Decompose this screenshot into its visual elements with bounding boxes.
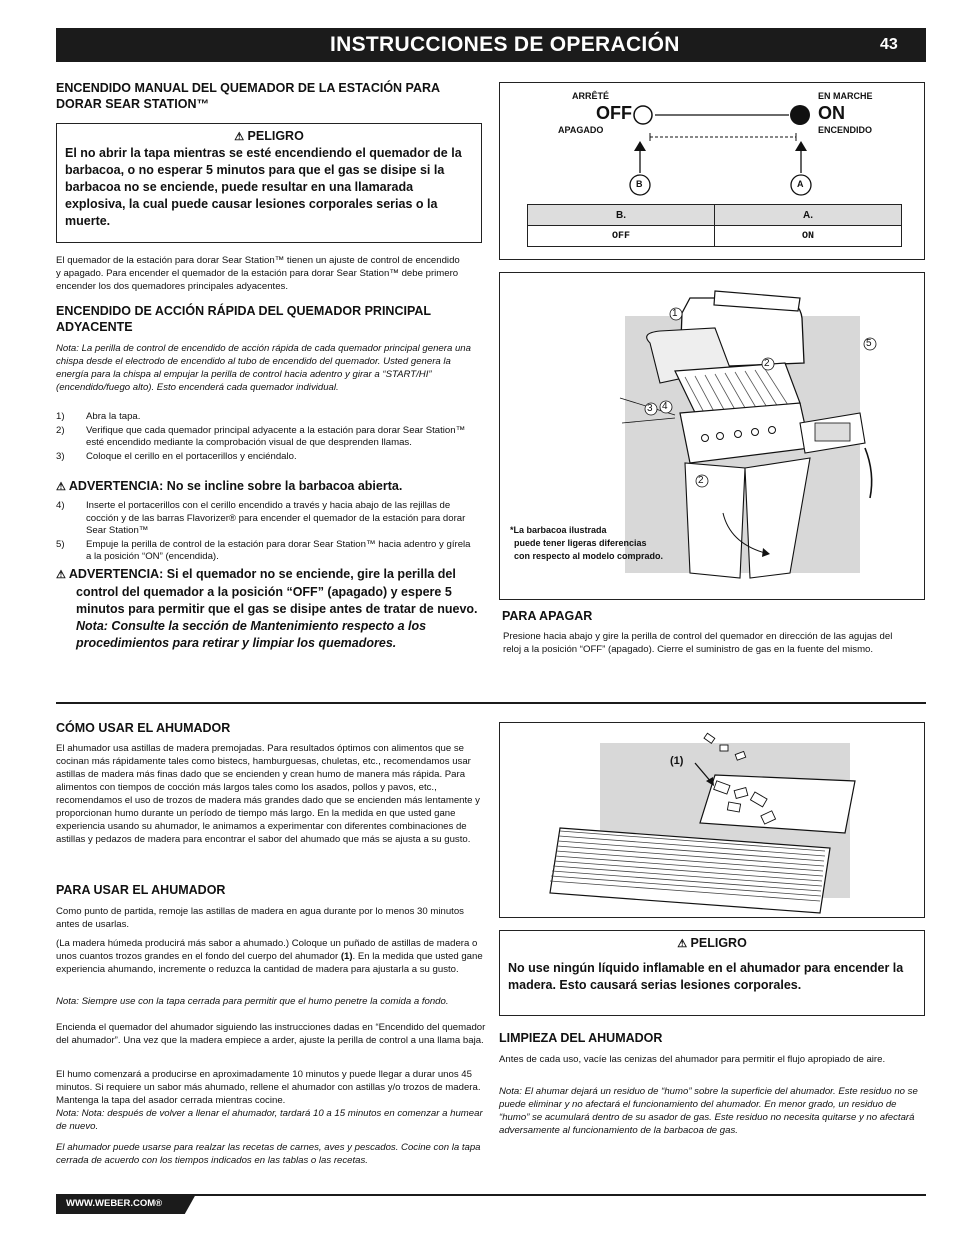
list-item: 5) Empuje la perilla de control de la estación para dorar Sear Station™ hacia adentro y gírela a la posición “ON” (encendida). [56, 538, 471, 562]
label-b: B [636, 179, 643, 189]
callout-5: 5 [866, 338, 872, 349]
danger-title: ⚠ PELIGRO [677, 936, 747, 950]
sear-section [56, 80, 476, 112]
off-circle-icon [634, 106, 652, 124]
table-cell-on: ON [715, 226, 902, 247]
warning-triangle-icon: ⚠ [677, 938, 688, 950]
list-item: 1) Abra la tapa. [56, 411, 141, 422]
smoker-text: El ahumador usa astillas de madera premojadas. Para resultados óptimos con alimentos que se cocinan más rápidamente tales como bistecs, hamburguesas, chuletas, etc., recomendamos usar astillas de madera más finas dado que se encienden y crean humo de manera más rápida. Para alimentos con tiempos de cocción más largos tales como los asados, pollos y pavos, etc., recomendamos el uso de trozos de madera más grandes dado que se encienden más lentamente y proporcionan humo durante un período de tiempo más largo. En la medida en que usted gane experiencia usando su ahumador, le animamos a experimentar con diferentes combinaciones de astillas y pedazos de madera para encontrar el sabor del ahumado que más se ajusta a su gusto. [56, 743, 480, 845]
sear-heading: ENCENDIDO MANUAL DEL QUEMADOR DE LA ESTACIÓN PARA DORAR SEAR STATION™ [56, 81, 440, 111]
page-number: 43 [880, 36, 898, 53]
use-p2: (La madera húmeda producirá más sabor a ahumado.) Coloque un puñado de astillas de madera o unos cuantos trozos grandes en el fondo del cuerpo del ahumador (1). En la medida que usted gane experiencia ahumando, incremente o reduzca la cantidad de madera para ajustarla a su gusto. [56, 938, 483, 975]
callout-4: 4 [662, 401, 668, 412]
danger-box-smoker [499, 930, 925, 1016]
smoker-heading: CÓMO USAR EL AHUMADOR [56, 721, 231, 735]
warning-triangle-icon: ⚠ [234, 131, 245, 143]
list-item: 4) Inserte el portacerillos con el cerillo encendido a través y hacia abajo de las rejillas de cocción y de las barras Flavorizer® para encender el quemador de la estación para dorar Sear Station™ [56, 500, 466, 536]
apagar-heading: PARA APAGAR [502, 609, 593, 623]
callout-2: 2 [764, 358, 770, 369]
danger-text: El no abrir la tapa mientras se esté encendiendo el quemador de la barbacoa, o no esperar 5 minutos para que el gas se disipe si la barbacoa no se enciende, puede resultar en una llamarada explosiva, la cual puede causar lesiones corporales serias o la muerte. [65, 146, 462, 228]
steps-list-b [56, 500, 476, 565]
quick-note: Nota: La perilla de control de encendido de acción rápida de cada quemador principal genera una chispa desde el electrodo de encendido al tubo de encendido del quemador. Usted genera la energía para la chispa al empujar la perilla de control hacia adentro y girar a “START/HI” (encendido/fuego alto). Esto encenderá cada quemador individual. [56, 343, 471, 393]
danger-text: No use ningún líquido inflamable en el ahumador para encender la madera. Esto causará serias lesiones corporales. [508, 961, 904, 992]
warning-triangle-icon: ⚠ [56, 569, 66, 581]
use-p4: El humo comenzará a producirse en aproximadamente 10 minutos y puede llegar a durar unos 45 minutos. Si requiere un sabor más ahumado, rellene el ahumador con astillas y/o trozos de madera. Mantenga la tapa del asador cerrada mientras cocine. [56, 1069, 481, 1106]
on-label-es: ENCENDIDO [818, 125, 873, 135]
danger-title: ⚠ PELIGRO [234, 129, 304, 143]
warning-triangle-icon: ⚠ [56, 481, 66, 493]
danger-box-sear [56, 123, 482, 243]
use-heading: PARA USAR EL AHUMADOR [56, 883, 226, 897]
use-note2: Nota: Nota: después de volver a llenar el ahumador, tardará 10 a 15 minutos en comenzar a humear de nuevo. [56, 1108, 483, 1132]
use-p3: Encienda el quemador del ahumador siguiendo las instrucciones dadas en “Encendido del quemador del ahumador”. Una vez que la madera empiece a arder, ajuste la perilla de control a una llama baja. [56, 1022, 486, 1046]
clean-note: Nota: El ahumar dejará un residuo de “humo” sobre la superficie del ahumador. Este residuo no se puede eliminar y no afectará el funcionamiento del ahumador. En menor grado, un residuo de “humo” se acumulará dentro de su asador de gas. Este residuo no necesita quitarse y no afectará adversamente al funcionamiento de la barbacoa de gas. [499, 1086, 918, 1136]
clean-text: Antes de cada uso, vacíe las cenizas del ahumador para permitir el flujo apropiado de aire. [499, 1054, 886, 1065]
quick-heading: ENCENDIDO DE ACCIÓN RÁPIDA DEL QUEMADOR PRINCIPAL ADYACENTE [56, 304, 431, 334]
on-label-fr: EN MARCHE [818, 91, 873, 101]
table-header-a: A. [715, 205, 902, 226]
off-label-es: APAGADO [558, 125, 604, 135]
callout-1: 1 [672, 308, 678, 319]
sear-intro: El quemador de la estación para dorar Sear Station™ tienen un ajuste de control de encendido y apagado. Para encender el quemador de la estación para dorar Sear Station™ debe primero encender los dos quemadores principales adyacentes. [56, 255, 460, 292]
page-title: INSTRUCCIONES DE OPERACIÓN [330, 33, 680, 56]
warning-reignite: ⚠ ADVERTENCIA: Si el quemador no se enciende, gire la perilla del control del quemador a la posición “OFF” (apagado) y espere 5 minutos para permitir que el gas se disipe antes de tratar de nuevo. Nota: Consulte la sección de Mantenimiento respecto a los procedimientos para retirar y limpiar los quemadores. [56, 566, 486, 652]
smoker-illustration [500, 723, 926, 919]
off-label-fr: ARRÊTÉ [572, 91, 610, 101]
table-cell-off: OFF [528, 226, 715, 247]
warning-note: Nota: Consulte la sección de Mantenimiento respecto a los procedimientos para retirar y limpiar los quemadores. [76, 619, 427, 650]
smoker-callout: (1) [670, 755, 684, 767]
apagar-text: Presione hacia abajo y gire la perilla de control del quemador en dirección de las agujas del reloj a la posición “OFF” (apagado). Cierre el suministro de gas en la fuente del mismo. [503, 631, 893, 655]
warning-lean: ⚠ ADVERTENCIA: No se incline sobre la barbacoa abierta. [56, 479, 403, 493]
list-item: 2) Verifique que cada quemador principal adyacente a la estación para dorar Sear Station™ esté encendido mediante la comprobación visual de que desprenden llamas. [56, 424, 466, 448]
grill-figure [499, 272, 925, 600]
off-label: OFF [596, 103, 632, 123]
clean-heading: LIMPIEZA DEL AHUMADOR [499, 1031, 663, 1045]
use-note3: El ahumador puede usarse para realzar las recetas de carnes, aves y pescados. Cocine con la tapa cerrada de acuerdo con los tiempos indicados en las tablas o las recetas. [56, 1142, 481, 1166]
footer-url[interactable]: WWW.WEBER.COM® [66, 1198, 163, 1209]
smoker-figure [499, 722, 925, 918]
list-item: 3) Coloque el cerillo en el portacerillos y enciéndalo. [56, 450, 297, 462]
switch-diagram [499, 82, 925, 260]
steps-list-a [56, 411, 476, 464]
callout-2b: 2 [698, 475, 704, 486]
table-header-b: B. [528, 205, 715, 226]
label-a: A [797, 179, 804, 189]
use-p1: Como punto de partida, remoje las astillas de madera en agua durante por lo menos 30 minutos antes de usarlas. [56, 906, 464, 930]
grill-caption: *La barbacoa ilustrada puede tener ligeras diferencias con respecto al modelo comprado. [510, 525, 664, 561]
on-circle-icon [790, 105, 810, 125]
switch-table [527, 204, 902, 247]
use-note1: Nota: Siempre use con la tapa cerrada para permitir que el humo penetre la comida a fondo. [56, 996, 449, 1007]
on-label: ON [818, 103, 845, 123]
section-divider [56, 702, 926, 704]
callout-3: 3 [647, 403, 653, 414]
